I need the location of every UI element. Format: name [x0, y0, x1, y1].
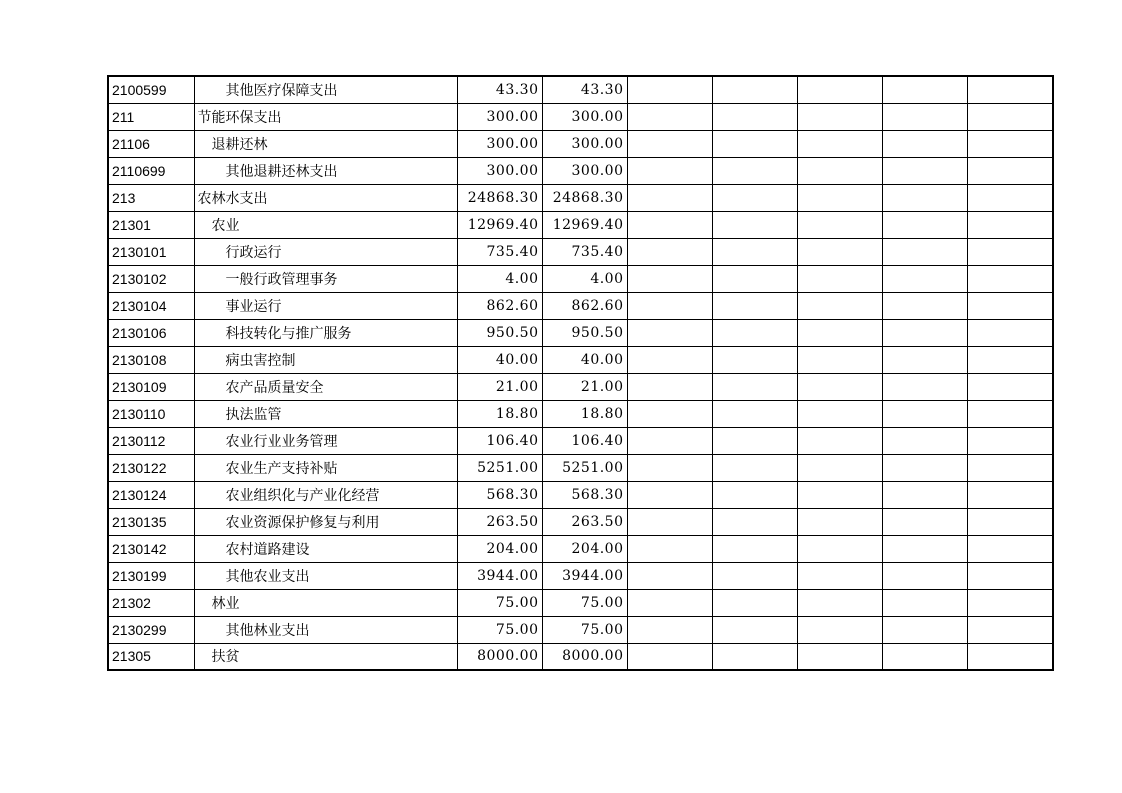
empty-amount-cell	[797, 508, 882, 535]
empty-amount-cell	[967, 319, 1053, 346]
amount-total-cell: 24868.30	[457, 184, 542, 211]
empty-amount-cell	[712, 643, 797, 670]
subject-name-cell: 农业行业业务管理	[194, 427, 457, 454]
amount-total-cell: 5251.00	[457, 454, 542, 481]
table-row	[108, 319, 1053, 346]
empty-amount-cell	[882, 238, 967, 265]
amount-total-cell: 4.00	[457, 265, 542, 292]
empty-amount-cell	[797, 157, 882, 184]
amount-basic-cell: 862.60	[542, 292, 627, 319]
empty-amount-cell	[627, 157, 712, 184]
amount-basic-cell: 204.00	[542, 535, 627, 562]
empty-amount-cell	[882, 400, 967, 427]
empty-amount-cell	[797, 238, 882, 265]
subject-name-cell: 其他医疗保障支出	[194, 76, 457, 103]
empty-amount-cell	[882, 562, 967, 589]
amount-basic-cell: 24868.30	[542, 184, 627, 211]
amount-total-cell: 21.00	[457, 373, 542, 400]
subject-code-cell: 21302	[108, 589, 194, 616]
subject-code-cell: 2130135	[108, 508, 194, 535]
empty-amount-cell	[797, 562, 882, 589]
amount-total-cell: 263.50	[457, 508, 542, 535]
amount-total-cell: 18.80	[457, 400, 542, 427]
table-row	[108, 157, 1053, 184]
empty-amount-cell	[882, 535, 967, 562]
table-row	[108, 562, 1053, 589]
empty-amount-cell	[712, 238, 797, 265]
empty-amount-cell	[882, 76, 967, 103]
empty-amount-cell	[967, 76, 1053, 103]
table-row	[108, 481, 1053, 508]
empty-amount-cell	[882, 373, 967, 400]
amount-total-cell: 106.40	[457, 427, 542, 454]
table-row	[108, 535, 1053, 562]
amount-total-cell: 300.00	[457, 103, 542, 130]
empty-amount-cell	[797, 535, 882, 562]
subject-name-cell: 节能环保支出	[194, 103, 457, 130]
subject-name-cell: 退耕还林	[194, 130, 457, 157]
table-row	[108, 103, 1053, 130]
empty-amount-cell	[797, 643, 882, 670]
empty-amount-cell	[627, 292, 712, 319]
subject-code-cell: 2130104	[108, 292, 194, 319]
subject-name-cell: 科技转化与推广服务	[194, 319, 457, 346]
empty-amount-cell	[967, 616, 1053, 643]
empty-amount-cell	[882, 454, 967, 481]
subject-name-cell: 扶贫	[194, 643, 457, 670]
table-row	[108, 184, 1053, 211]
empty-amount-cell	[967, 184, 1053, 211]
table-row	[108, 76, 1053, 103]
empty-amount-cell	[967, 427, 1053, 454]
empty-amount-cell	[967, 373, 1053, 400]
subject-name-cell: 其他农业支出	[194, 562, 457, 589]
amount-basic-cell: 106.40	[542, 427, 627, 454]
table-row	[108, 454, 1053, 481]
table-row	[108, 589, 1053, 616]
empty-amount-cell	[712, 130, 797, 157]
amount-total-cell: 8000.00	[457, 643, 542, 670]
amount-total-cell: 40.00	[457, 346, 542, 373]
subject-code-cell: 211	[108, 103, 194, 130]
empty-amount-cell	[797, 616, 882, 643]
subject-name-cell: 农业资源保护修复与利用	[194, 508, 457, 535]
empty-amount-cell	[797, 454, 882, 481]
amount-basic-cell: 18.80	[542, 400, 627, 427]
amount-basic-cell: 300.00	[542, 103, 627, 130]
subject-code-cell: 2130102	[108, 265, 194, 292]
empty-amount-cell	[797, 76, 882, 103]
empty-amount-cell	[882, 508, 967, 535]
amount-total-cell: 950.50	[457, 319, 542, 346]
subject-code-cell: 2130199	[108, 562, 194, 589]
empty-amount-cell	[627, 130, 712, 157]
empty-amount-cell	[712, 535, 797, 562]
amount-total-cell: 12969.40	[457, 211, 542, 238]
empty-amount-cell	[627, 562, 712, 589]
table-row	[108, 400, 1053, 427]
amount-total-cell: 300.00	[457, 157, 542, 184]
empty-amount-cell	[967, 643, 1053, 670]
empty-amount-cell	[967, 346, 1053, 373]
empty-amount-cell	[712, 616, 797, 643]
empty-amount-cell	[627, 589, 712, 616]
empty-amount-cell	[967, 400, 1053, 427]
empty-amount-cell	[712, 373, 797, 400]
empty-amount-cell	[627, 184, 712, 211]
subject-name-cell: 农业组织化与产业化经营	[194, 481, 457, 508]
subject-name-cell: 农业生产支持补贴	[194, 454, 457, 481]
empty-amount-cell	[627, 643, 712, 670]
empty-amount-cell	[882, 157, 967, 184]
amount-basic-cell: 8000.00	[542, 643, 627, 670]
empty-amount-cell	[967, 211, 1053, 238]
subject-name-cell: 其他退耕还林支出	[194, 157, 457, 184]
subject-name-cell: 执法监管	[194, 400, 457, 427]
table-row	[108, 427, 1053, 454]
subject-code-cell: 2130110	[108, 400, 194, 427]
empty-amount-cell	[627, 238, 712, 265]
empty-amount-cell	[627, 265, 712, 292]
empty-amount-cell	[712, 400, 797, 427]
subject-code-cell: 2130142	[108, 535, 194, 562]
empty-amount-cell	[712, 103, 797, 130]
subject-name-cell: 农村道路建设	[194, 535, 457, 562]
empty-amount-cell	[967, 454, 1053, 481]
empty-amount-cell	[712, 211, 797, 238]
amount-basic-cell: 5251.00	[542, 454, 627, 481]
empty-amount-cell	[882, 211, 967, 238]
subject-code-cell: 2130108	[108, 346, 194, 373]
empty-amount-cell	[967, 292, 1053, 319]
empty-amount-cell	[797, 265, 882, 292]
empty-amount-cell	[797, 346, 882, 373]
subject-name-cell: 其他林业支出	[194, 616, 457, 643]
empty-amount-cell	[882, 616, 967, 643]
empty-amount-cell	[967, 157, 1053, 184]
subject-name-cell: 病虫害控制	[194, 346, 457, 373]
amount-total-cell: 75.00	[457, 616, 542, 643]
empty-amount-cell	[712, 427, 797, 454]
amount-basic-cell: 300.00	[542, 130, 627, 157]
empty-amount-cell	[797, 427, 882, 454]
amount-total-cell: 735.40	[457, 238, 542, 265]
budget-table	[107, 75, 1054, 671]
table-row	[108, 238, 1053, 265]
amount-basic-cell: 4.00	[542, 265, 627, 292]
empty-amount-cell	[712, 319, 797, 346]
empty-amount-cell	[967, 481, 1053, 508]
empty-amount-cell	[712, 562, 797, 589]
empty-amount-cell	[967, 508, 1053, 535]
empty-amount-cell	[882, 346, 967, 373]
subject-code-cell: 21305	[108, 643, 194, 670]
empty-amount-cell	[797, 130, 882, 157]
empty-amount-cell	[627, 535, 712, 562]
table-row	[108, 346, 1053, 373]
subject-code-cell: 21106	[108, 130, 194, 157]
empty-amount-cell	[967, 535, 1053, 562]
subject-code-cell: 2130124	[108, 481, 194, 508]
amount-basic-cell: 950.50	[542, 319, 627, 346]
empty-amount-cell	[797, 400, 882, 427]
empty-amount-cell	[712, 184, 797, 211]
amount-basic-cell: 568.30	[542, 481, 627, 508]
empty-amount-cell	[882, 292, 967, 319]
empty-amount-cell	[627, 319, 712, 346]
subject-code-cell: 2130122	[108, 454, 194, 481]
subject-code-cell: 2130112	[108, 427, 194, 454]
empty-amount-cell	[712, 76, 797, 103]
amount-total-cell: 568.30	[457, 481, 542, 508]
empty-amount-cell	[882, 184, 967, 211]
subject-code-cell: 2130109	[108, 373, 194, 400]
subject-code-cell: 2110699	[108, 157, 194, 184]
empty-amount-cell	[797, 184, 882, 211]
subject-name-cell: 行政运行	[194, 238, 457, 265]
empty-amount-cell	[627, 373, 712, 400]
amount-basic-cell: 263.50	[542, 508, 627, 535]
amount-basic-cell: 43.30	[542, 76, 627, 103]
amount-basic-cell: 40.00	[542, 346, 627, 373]
empty-amount-cell	[712, 292, 797, 319]
amount-basic-cell: 75.00	[542, 589, 627, 616]
subject-code-cell: 2100599	[108, 76, 194, 103]
empty-amount-cell	[627, 346, 712, 373]
empty-amount-cell	[797, 481, 882, 508]
empty-amount-cell	[967, 265, 1053, 292]
table-row	[108, 292, 1053, 319]
empty-amount-cell	[712, 589, 797, 616]
table-row	[108, 373, 1053, 400]
amount-basic-cell: 300.00	[542, 157, 627, 184]
table-row	[108, 211, 1053, 238]
amount-basic-cell: 735.40	[542, 238, 627, 265]
amount-basic-cell: 21.00	[542, 373, 627, 400]
empty-amount-cell	[882, 265, 967, 292]
subject-name-cell: 事业运行	[194, 292, 457, 319]
empty-amount-cell	[627, 427, 712, 454]
empty-amount-cell	[627, 616, 712, 643]
subject-name-cell: 农产品质量安全	[194, 373, 457, 400]
amount-total-cell: 3944.00	[457, 562, 542, 589]
amount-basic-cell: 3944.00	[542, 562, 627, 589]
amount-total-cell: 300.00	[457, 130, 542, 157]
empty-amount-cell	[627, 454, 712, 481]
empty-amount-cell	[967, 238, 1053, 265]
subject-name-cell: 林业	[194, 589, 457, 616]
empty-amount-cell	[797, 589, 882, 616]
empty-amount-cell	[967, 589, 1053, 616]
empty-amount-cell	[627, 508, 712, 535]
table-row	[108, 130, 1053, 157]
empty-amount-cell	[967, 130, 1053, 157]
empty-amount-cell	[882, 103, 967, 130]
empty-amount-cell	[712, 508, 797, 535]
subject-name-cell: 一般行政管理事务	[194, 265, 457, 292]
amount-total-cell: 75.00	[457, 589, 542, 616]
empty-amount-cell	[882, 130, 967, 157]
empty-amount-cell	[627, 76, 712, 103]
table-row	[108, 265, 1053, 292]
subject-code-cell: 2130106	[108, 319, 194, 346]
empty-amount-cell	[882, 427, 967, 454]
empty-amount-cell	[882, 643, 967, 670]
empty-amount-cell	[967, 103, 1053, 130]
subject-name-cell: 农业	[194, 211, 457, 238]
empty-amount-cell	[882, 589, 967, 616]
empty-amount-cell	[797, 373, 882, 400]
empty-amount-cell	[627, 103, 712, 130]
empty-amount-cell	[797, 319, 882, 346]
subject-code-cell: 21301	[108, 211, 194, 238]
empty-amount-cell	[882, 481, 967, 508]
empty-amount-cell	[712, 481, 797, 508]
subject-name-cell: 农林水支出	[194, 184, 457, 211]
subject-code-cell: 2130299	[108, 616, 194, 643]
empty-amount-cell	[797, 103, 882, 130]
subject-code-cell: 213	[108, 184, 194, 211]
amount-basic-cell: 75.00	[542, 616, 627, 643]
table-body	[108, 76, 1053, 670]
table-row	[108, 616, 1053, 643]
empty-amount-cell	[797, 211, 882, 238]
empty-amount-cell	[627, 211, 712, 238]
table-row	[108, 508, 1053, 535]
amount-total-cell: 204.00	[457, 535, 542, 562]
empty-amount-cell	[712, 346, 797, 373]
empty-amount-cell	[627, 481, 712, 508]
amount-total-cell: 43.30	[457, 76, 542, 103]
empty-amount-cell	[712, 454, 797, 481]
table-row	[108, 643, 1053, 670]
subject-code-cell: 2130101	[108, 238, 194, 265]
empty-amount-cell	[712, 157, 797, 184]
amount-basic-cell: 12969.40	[542, 211, 627, 238]
empty-amount-cell	[712, 265, 797, 292]
empty-amount-cell	[797, 292, 882, 319]
amount-total-cell: 862.60	[457, 292, 542, 319]
empty-amount-cell	[882, 319, 967, 346]
empty-amount-cell	[627, 400, 712, 427]
empty-amount-cell	[967, 562, 1053, 589]
